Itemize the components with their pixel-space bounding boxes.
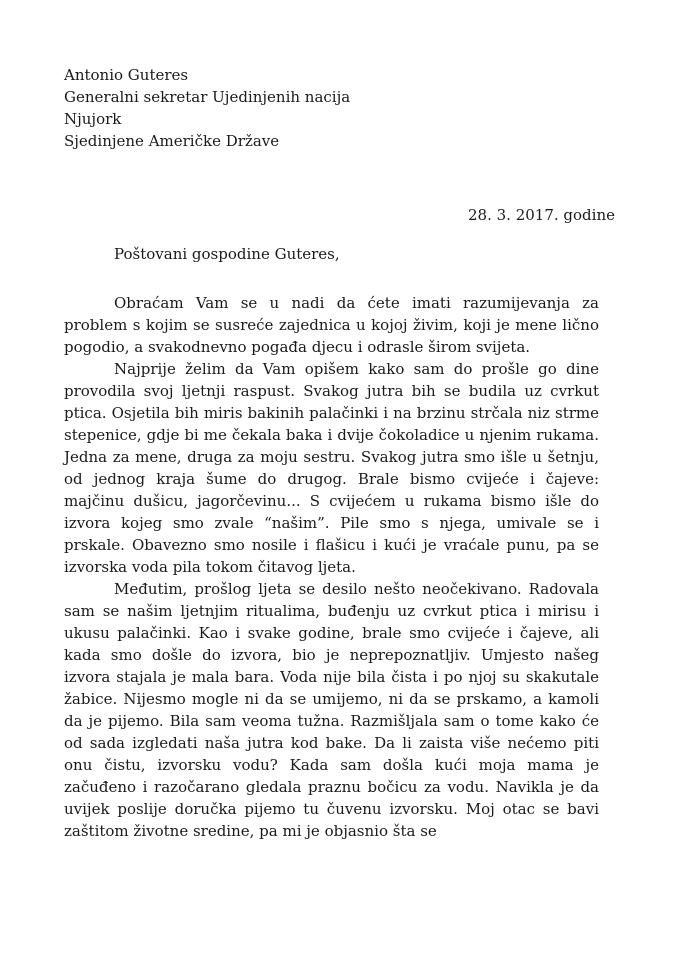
paragraph-2: Najprije želim da Vam opišem kako sam do prošle go dine provodila svoj ljetnji raspust. Svakog jutra bih se budila uz cvrkut ptica. Osjetila bih miris bakinih palačinki i na brzinu strčala niz strme stepenice, gdje bi me čekala baka i dvije čokoladice u njenim rukama. Jedna za mene, druga za moju sestru. Svakog jutra smo išle u šetnju, od jednog kraja šume do drugog. Brale bismo cvijeće i čajeve: majčinu dušicu, jagorčevinu... S cvijećem u rukama bismo išle do izvora kojeg smo zvale “našim”. Pile smo s njega, umivale se i prskale. Obavezno smo nosile i flašicu i kući je vraćale punu, pa se izvorska voda pila tokom čitavog ljeta. (64, 360, 599, 576)
salutation: Poštovani gospodine Guteres, (114, 245, 340, 263)
recipient-city: Njujork (64, 110, 122, 128)
letter-body (64, 292, 599, 842)
recipient-country: Sjedinjene Američke Države (64, 132, 280, 150)
paragraph-3: Međutim, prošlog ljeta se desilo nešto neočekivano. Radovala sam se našim ljetnjim ritualima, buđenju uz cvrkut ptica i mirisu i ukusu palačinki. Kao i svake godine, brale smo cvijeće i čajeve, ali kada smo došle do izvora, bio je neprepoznatljiv. Umjesto našeg izvora stajala je mala bara. Voda nije bila čista i po njoj su skakutale žabice. Nijesmo mogle ni da se umijemo, ni da se prskamo, a kamoli da je pijemo. Bila sam veoma tužna. Razmišljala sam o tome kako će od sada izgledati naša jutra kod bake. Da li zaista više nećemo piti onu čistu, izvorsku vodu? Kada sam došla kući moja mama je začuđeno i razočarano gledala praznu bočicu za vodu. Navikla je da uvijek poslije doručka pijemo tu čuvenu izvorsku. Moj otac se bavi zaštitom životne sredine, pa mi je objasnio šta se (64, 580, 599, 840)
letter-date: 28. 3. 2017. godine (468, 206, 615, 224)
recipient-name: Antonio Guteres (64, 66, 189, 84)
recipient-address (64, 64, 350, 152)
recipient-title: Generalni sekretar Ujedinjenih nacija (64, 88, 351, 106)
paragraph-1: Obraćam Vam se u nadi da ćete imati razumijevanja za problem s kojim se susreće zajednica u kojoj živim, koji je mene lično pogodio, a svakodnevno pogađa djecu i odrasle širom svijeta. (64, 294, 599, 356)
